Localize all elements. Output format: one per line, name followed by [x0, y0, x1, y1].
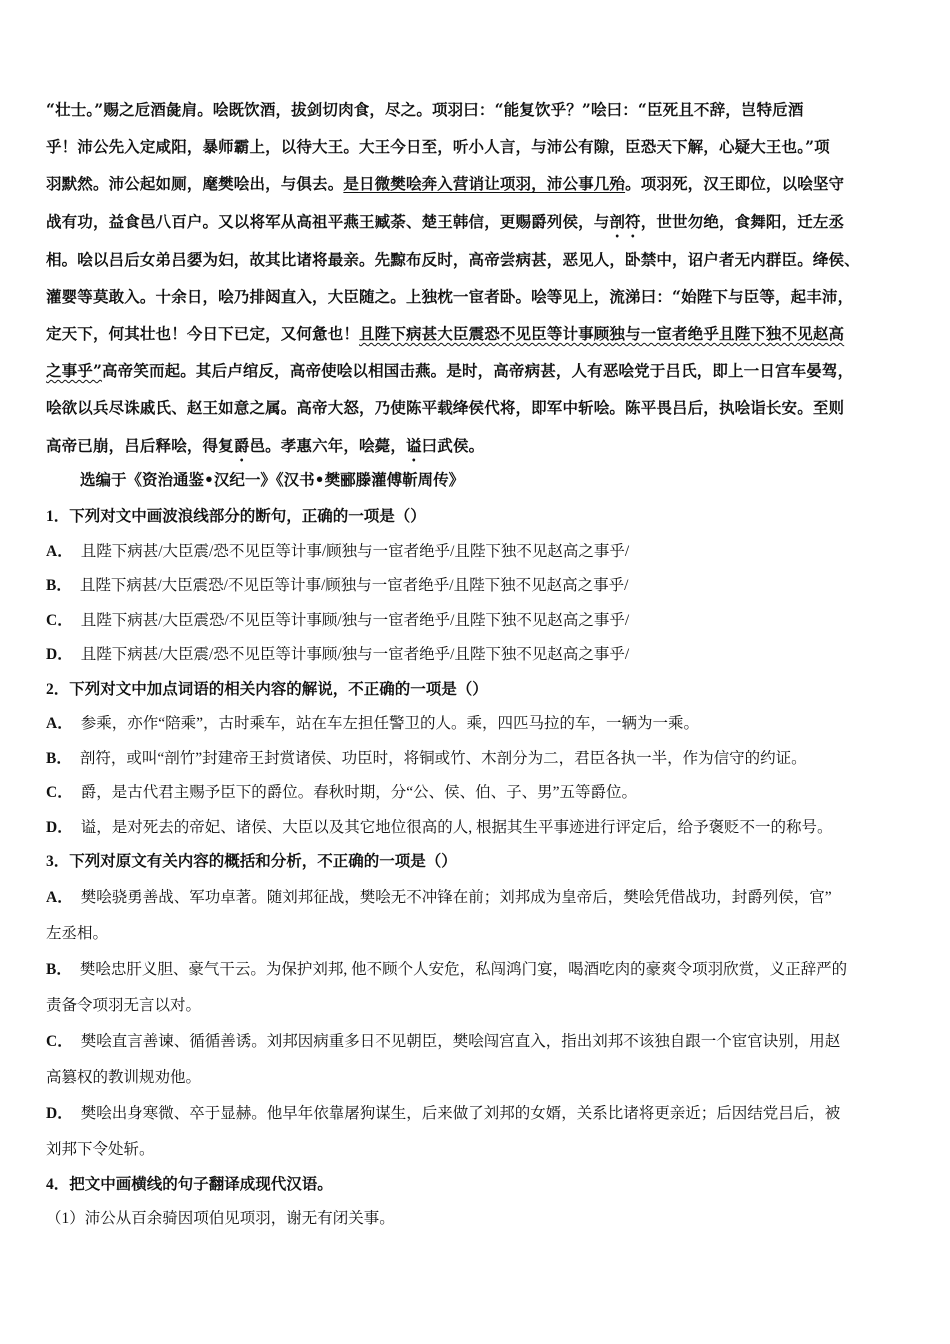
dotted-word-jue: 爵 [233, 435, 250, 455]
option-row [46, 742, 912, 777]
option-text: 樊哙出身寒微、卒于显赫。他早年依靠屠狗谋生，后来做了刘邦的女婿，关系比诸将更亲近；后因结党吕后，被 [80, 1104, 841, 1122]
passage-line: 乎！沛公先入定咸阳，暴师霸上，以待大王。大王今日至，听小人言，与沛公有隙，臣恐天下解，心疑大王也。”项 [46, 137, 830, 157]
underlined-sentence-1: 是日微樊哙奔入营诮让项羽，沛公事几殆 [343, 174, 626, 194]
option-text: 且陛下病甚/大臣震/恐不见臣等计事/顾独与一宦者绝乎/且陛下独不见赵高之事乎/ [80, 542, 630, 560]
classical-passage [46, 91, 912, 465]
passage-text: 高帝笑而起。其后卢绾反，高帝使哙以相国击燕。是时，高帝病甚，人有恶哙党于吕氏，即上一日宫车晏驾， [102, 361, 854, 381]
option-row [46, 1024, 912, 1060]
option-label: B． [46, 577, 72, 594]
dotted-word-shi: 谥 [405, 435, 422, 455]
option-label: D． [46, 818, 73, 836]
option-row [46, 1096, 912, 1132]
passage-line: 灌婴等莫敢入。十余日，哙乃排闼直入，大臣随之。上独枕一宦者卧。哙等见上，流涕曰：“始陛下与臣等，起丰沛， [46, 286, 854, 306]
option-continuation: 刘邦下令处斩。 [46, 1140, 155, 1158]
option-row [46, 811, 912, 846]
passage-text: 曰武侯。 [421, 435, 485, 455]
option-label: C． [46, 784, 73, 801]
option-label: D． [46, 646, 73, 663]
option-text: 爵，是古代君主赐予臣下的爵位。春秋时期，分“公、侯、伯、子、男”五等爵位。 [80, 784, 637, 801]
option-label: A． [46, 715, 73, 732]
option-label: B． [46, 749, 72, 767]
option-label: D． [46, 1104, 73, 1122]
option-row [46, 569, 912, 604]
option-continuation: 左丞相。 [46, 924, 109, 942]
passage-line: “壮士。”赐之卮酒彘肩。哙既饮酒，拔剑切肉食，尽之。项羽曰：“能复饮乎？”哙曰：“臣死且不辞，岂特卮酒 [46, 100, 804, 119]
option-text: 且陛下病甚/大臣震恐/不见臣等计事/顾独与一宦者绝乎/且陛下独不见赵高之事乎/ [79, 577, 629, 594]
passage-text: 定天下，何其壮也！今日下已定，又何惫也！ [46, 324, 360, 344]
passage-text: ，世世勿绝，食舞阳，迁左丞 [640, 211, 845, 231]
option-text: 剖符，或叫“剖竹”封建帝王封赏诸侯、功臣时，将铜或竹、木剖分为二，君臣各执一半，作为信守的约证。 [79, 749, 807, 767]
option-row [46, 776, 912, 811]
passage-text: 。项羽死，汉王即位，以哙坚守 [625, 174, 845, 194]
passage-text: 羽默然。沛公起如厕，麾樊哙出，与俱去。 [46, 174, 344, 194]
question-4-sub-1: （1）沛公从百余骑因项伯见项羽，谢无有闭关事。 [46, 1210, 395, 1227]
option-text: 樊哙骁勇善战、军功卓著。随刘邦征战，樊哙无不冲锋在前；刘邦成为皇帝后，樊哙凭借战功，封爵列侯，官” [80, 888, 832, 906]
passage-line [46, 315, 912, 352]
option-label: A． [46, 888, 73, 906]
question-4-stem: 4．把文中画横线的句子翻译成现代汉语。 [46, 1175, 333, 1193]
passage-text: 战有功，益食邑八百户。又以将军从高祖平燕王臧荼、楚王韩信，更赐爵列侯，与 [46, 211, 610, 231]
option-row [46, 707, 912, 742]
option-text: 樊哙忠肝义胆、豪气干云。为保护刘邦, 他不顾个人安危，私闯鸿门宴，喝酒吃肉的豪爽令项羽欣赏，义正辞严的 [79, 960, 848, 978]
option-text: 且陛下病甚/大臣震恐/不见臣等计事顾/独与一宦者绝乎/且陛下独不见赵高之事乎/ [80, 611, 630, 629]
passage-line: 哙欲以兵尽诛戚氏、赵王如意之属。高帝大怒，乃使陈平载绛侯代将，即军中斩哙。陈平畏吕后，执哙诣长安。至则 [46, 398, 845, 418]
passage-text: 高帝已崩，吕后释哙，得复 [46, 435, 234, 455]
option-text: 且陛下病甚/大臣震/恐不见臣等计事顾/独与一宦者绝乎/且陛下独不见赵高之事乎/ [80, 646, 630, 663]
passage-line [46, 427, 912, 465]
option-text: 谥，是对死去的帝妃、诸侯、大臣以及其它地位很高的人, 根据其生平事迹进行评定后，给予褒贬不一的称号。 [80, 818, 833, 836]
question-2-stem: 2．下列对文中加点词语的相关内容的解说，不正确的一项是（） [46, 680, 488, 698]
passage-text: 邑。孝惠六年，哙薨， [249, 435, 406, 455]
option-row [46, 604, 912, 639]
passage-source: 选编于《资治通鉴•汉纪一》《汉书•樊郦滕灌傅靳周传》 [80, 470, 465, 489]
wavy-sentence-part2: 之事乎” [46, 361, 103, 381]
passage-line [46, 352, 912, 389]
option-continuation: 高篡权的教训规劝他。 [46, 1068, 202, 1086]
option-row [46, 638, 912, 673]
questions [46, 500, 912, 1237]
question-3-stem: 3．下列对原文有关内容的概括和分析，不正确的一项是（） [46, 853, 457, 870]
passage-line [46, 203, 912, 241]
option-continuation: 责备令项羽无言以对。 [46, 996, 202, 1014]
passage-line: 相。哙以吕后女弟吕媭为妇，故其比诸将最亲。先黥布反时，高帝尝病甚，恶见人，卧禁中，诏户者无内群臣。绛侯、 [46, 249, 860, 269]
question-1-stem: 1．下列对文中画波浪线部分的断句，正确的一项是（） [46, 508, 426, 525]
wavy-sentence-part1: 且陛下病甚大臣震恐不见臣等计事顾独与一宦者绝乎且陛下独不见赵高 [359, 324, 845, 344]
passage-line [46, 165, 912, 202]
option-label: C． [46, 611, 73, 629]
option-label: B． [46, 960, 72, 978]
option-row [46, 880, 912, 916]
option-label: A． [46, 542, 73, 560]
option-row [46, 952, 912, 988]
dotted-word-poufu: 剖符 [609, 211, 641, 231]
option-text: 参乘，亦作“陪乘”，古时乘车，站在车左担任警卫的人。乘，四匹马拉的车，一辆为一乘。 [80, 715, 699, 732]
option-label: C． [46, 1032, 73, 1050]
option-text: 樊哙直言善谏、循循善诱。刘邦因病重多日不见朝臣，樊哙闯宫直入，指出刘邦不该独自跟一个宦官诀别，用赵 [80, 1032, 841, 1050]
option-row [46, 535, 912, 570]
